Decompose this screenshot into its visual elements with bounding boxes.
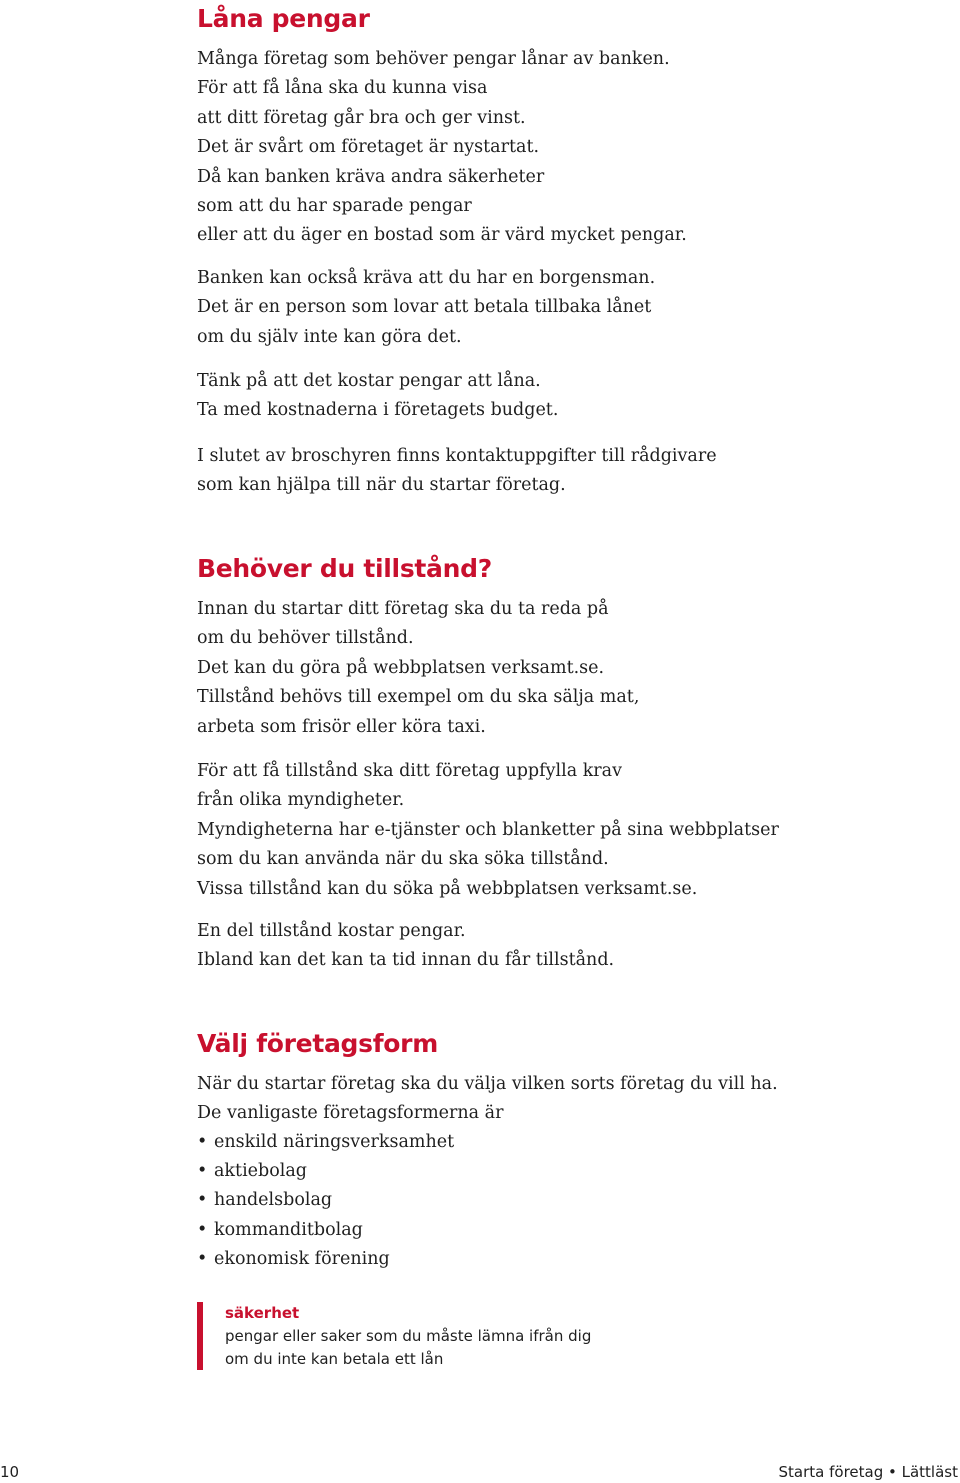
text-line: eller att du äger en bostad som är värd mycket pengar.: [197, 225, 687, 246]
list-item-label: aktiebolag: [214, 1161, 307, 1182]
section-heading: Låna pengar: [197, 4, 370, 33]
text-line: arbeta som frisör eller köra taxi.: [197, 716, 486, 737]
text-line: Många företag som behöver pengar lånar av banken.: [197, 49, 670, 69]
callout-definition-line: om du inte kan betala ett lån: [225, 1350, 444, 1368]
callout-term: säkerhet: [225, 1304, 300, 1322]
text-line: Banken kan också kräva att du har en borgensman.: [197, 268, 656, 288]
list-item-label: kommanditbolag: [214, 1219, 363, 1240]
company-form-list: [197, 1128, 454, 1274]
bullet-icon: •: [197, 1248, 208, 1269]
text-line: För att få låna ska du kunna visa: [197, 78, 488, 99]
text-line: De vanligaste företagsformerna är: [197, 1103, 504, 1124]
section-heading: Behöver du tillstånd?: [197, 554, 492, 583]
text-line: Myndigheterna har e-tjänster och blanketter på sina webbplatser: [197, 819, 779, 840]
paragraph: [197, 1070, 778, 1129]
list-item-label: enskild näringsverksamhet: [214, 1132, 455, 1152]
footer-title: Starta företag • Lättläst: [778, 1463, 958, 1481]
page-number: 10: [0, 1463, 20, 1481]
bullet-icon: •: [197, 1161, 208, 1182]
text-line: från olika myndigheter.: [197, 790, 405, 811]
paragraph: [197, 45, 687, 251]
text-line: som kan hjälpa till när du startar företag.: [197, 475, 566, 496]
text-line: När du startar företag ska du välja vilken sorts företag du vill ha.: [197, 1074, 778, 1094]
bullet-icon: •: [197, 1132, 208, 1152]
text-line: om du behöver tillstånd.: [197, 628, 414, 649]
text-line: För att få tillstånd ska ditt företag uppfylla krav: [197, 761, 622, 781]
text-line: Då kan banken kräva andra säkerheter: [197, 166, 545, 187]
paragraph: [197, 264, 655, 352]
text-line: Det är svårt om företaget är nystartat.: [197, 137, 540, 158]
list-item: [197, 1157, 454, 1186]
text-line: Vissa tillstånd kan du söka på webbplatsen verksamt.se.: [197, 878, 698, 899]
list-item: [197, 1216, 454, 1245]
list-item: [197, 1186, 454, 1215]
text-line: Det är en person som lovar att betala tillbaka lånet: [197, 297, 652, 318]
list-item: [197, 1245, 454, 1274]
text-line: som du kan använda när du ska söka tillstånd.: [197, 849, 609, 870]
section-heading: Välj företagsform: [197, 1029, 438, 1058]
bullet-icon: •: [197, 1219, 208, 1240]
text-line: som att du har sparade pengar: [197, 195, 472, 216]
text-line: Det kan du göra på webbplatsen verksamt.se.: [197, 657, 605, 678]
paragraph: [197, 595, 639, 742]
paragraph: [197, 757, 779, 904]
paragraph: [197, 442, 717, 501]
text-line: En del tillstånd kostar pengar.: [197, 921, 466, 941]
callout-definition-line: pengar eller saker som du måste lämna ifrån dig: [225, 1327, 592, 1345]
list-item-label: ekonomisk förening: [214, 1248, 390, 1269]
text-line: att ditt företag går bra och ger vinst.: [197, 107, 526, 128]
list-item: [197, 1128, 454, 1157]
text-line: I slutet av broschyren finns kontaktuppgifter till rådgivare: [197, 446, 717, 466]
paragraph: [197, 917, 614, 976]
definition-callout: [197, 1302, 617, 1370]
text-line: Ta med kostnaderna i företagets budget.: [197, 400, 559, 421]
text-line: om du själv inte kan göra det.: [197, 326, 462, 347]
text-line: Tillstånd behövs till exempel om du ska sälja mat,: [197, 687, 640, 708]
paragraph: [197, 367, 558, 426]
bullet-icon: •: [197, 1190, 208, 1211]
text-line: Innan du startar ditt företag ska du ta reda på: [197, 599, 609, 619]
list-item-label: handelsbolag: [214, 1190, 333, 1211]
text-line: Ibland kan det kan ta tid innan du får tillstånd.: [197, 950, 615, 971]
text-line: Tänk på att det kostar pengar att låna.: [197, 371, 541, 391]
